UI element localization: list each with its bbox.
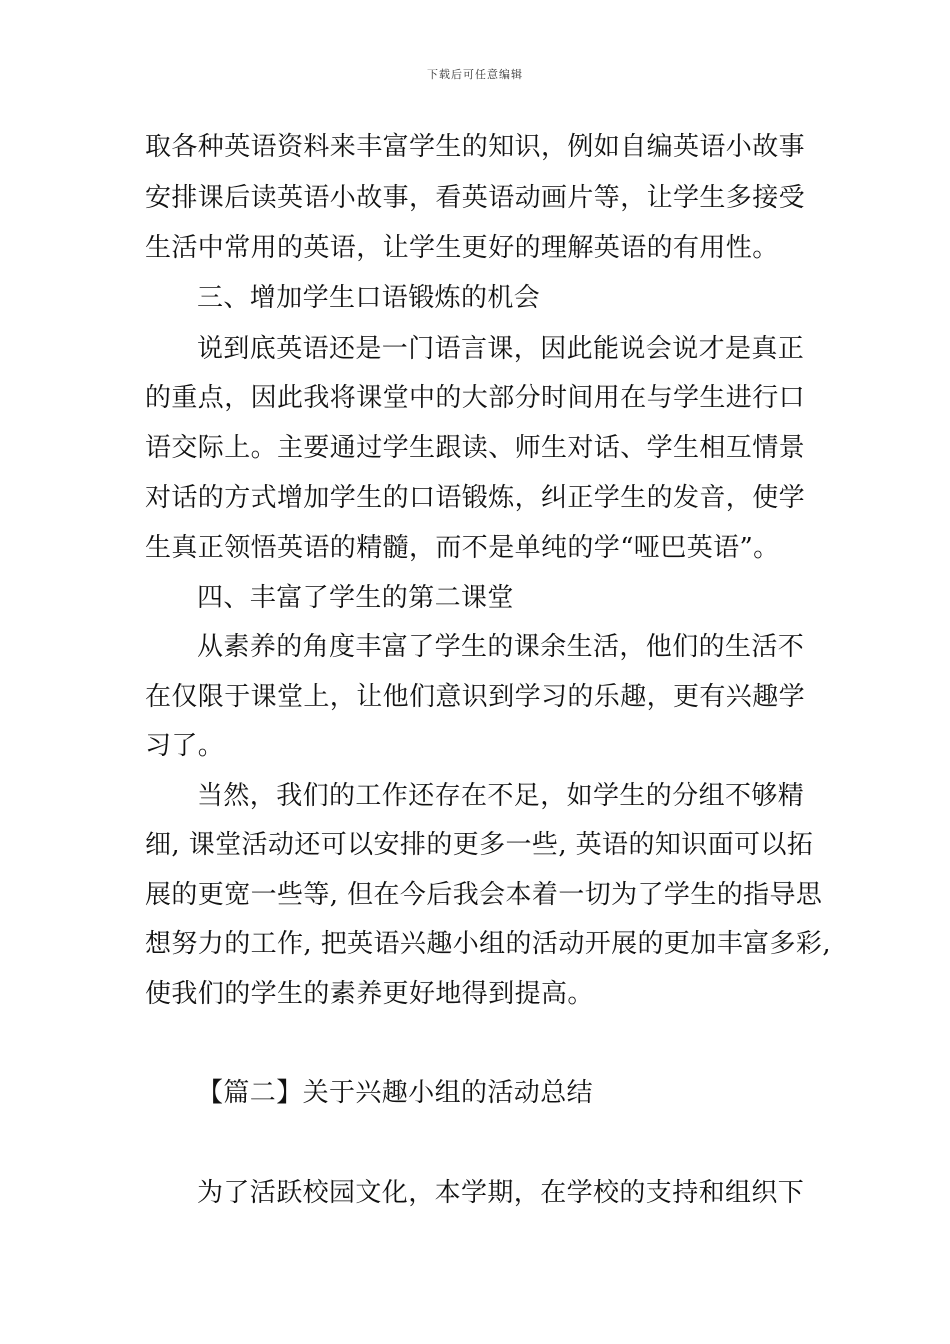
body-text-line: 说到底英语还是一门语言课，因此能说会说才是真正 — [197, 334, 805, 364]
body-text-line: 展的更宽一些等, 但在今后我会本着一切为了学生的指导思 — [145, 880, 823, 910]
body-text-line: 细, 课堂活动还可以安排的更多一些, 英语的知识面可以拓 — [145, 830, 814, 860]
page-header-note: 下载后可任意编辑 — [427, 68, 523, 81]
body-text-line: 生活中常用的英语，让学生更好的理解英语的有用性。 — [145, 233, 779, 263]
body-text-line: 对话的方式增加学生的口语锻炼，纠正学生的发音，使学 — [145, 483, 806, 513]
section-heading: 四、丰富了学生的第二课堂 — [197, 583, 514, 613]
body-text-line: 习了。 — [145, 731, 225, 761]
body-text-line: 使我们的学生的素养更好地得到提高。 — [145, 979, 594, 1009]
body-text-line: 取各种英语资料来丰富学生的知识，例如自编英语小故事 — [145, 132, 806, 162]
body-text-line: 想努力的工作, 把英语兴趣小组的活动开展的更加丰富多彩, — [145, 929, 831, 959]
body-text-line: 生真正领悟英语的精髓，而不是单纯的学“哑巴英语”。 — [145, 533, 780, 563]
body-text-line: 安排课后读英语小故事，看英语动画片等，让学生多接受 — [145, 183, 806, 213]
body-text-line: 在仅限于课堂上，让他们意识到学习的乐趣，更有兴趣学 — [145, 682, 806, 712]
body-text-line: 的重点，因此我将课堂中的大部分时间用在与学生进行口 — [145, 383, 806, 413]
body-text-line: 当然，我们的工作还存在不足，如学生的分组不够精 — [197, 781, 805, 811]
body-text-line: 语交际上。主要通过学生跟读、师生对话、学生相互情景 — [145, 433, 806, 463]
article-title: 【篇二】关于兴趣小组的活动总结 — [197, 1078, 594, 1108]
body-text-line: 为了活跃校园文化，本学期，在学校的支持和组织下 — [197, 1178, 805, 1208]
section-heading: 三、增加学生口语锻炼的机会 — [197, 283, 541, 313]
body-text-line: 从素养的角度丰富了学生的课余生活，他们的生活不 — [197, 632, 805, 662]
